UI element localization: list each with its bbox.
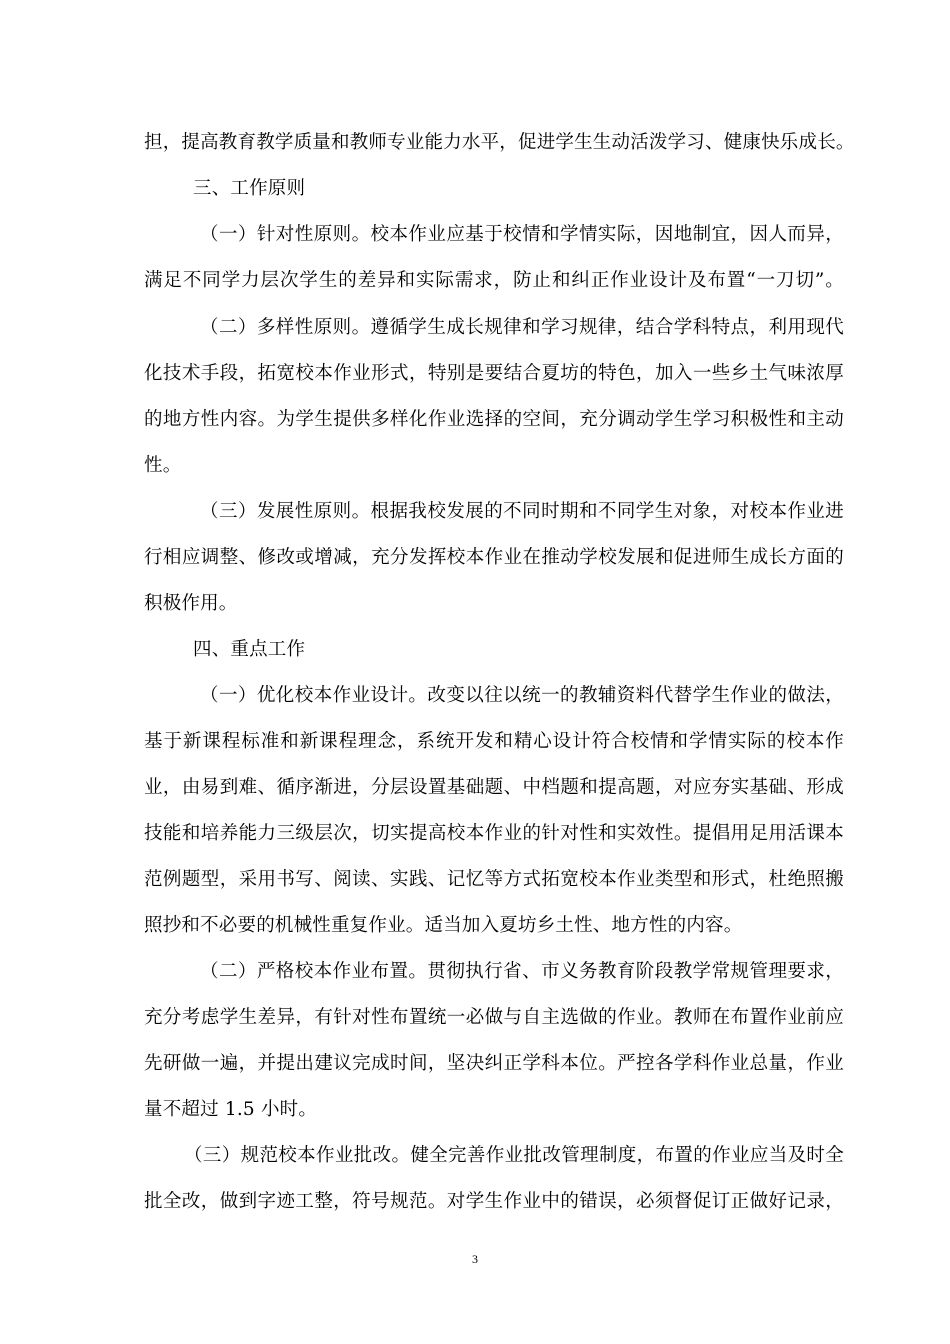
paragraph-line: 化技术手段，拓宽校本作业形式，特别是要结合夏坊的特色，加入一些乡土气味浓厚 — [144, 363, 844, 384]
paragraph-line: （三）发展性原则。根据我校发展的不同时期和不同学生对象，对校本作业进 — [200, 501, 844, 522]
paragraph-line: 充分考虑学生差异，有针对性布置统一必做与自主选做的作业。教师在布置作业前应 — [144, 1007, 844, 1028]
paragraph-line: （二）严格校本作业布置。贯彻执行省、市义务教育阶段教学常规管理要求， — [200, 961, 844, 982]
paragraph-line: 先研做一遍，并提出建议完成时间，坚决纠正学科本位。严控各学科作业总量，作业 — [144, 1053, 844, 1074]
paragraph-line: （二）多样性原则。遵循学生成长规律和学习规律，结合学科特点，利用现代 — [200, 317, 844, 338]
paragraph-line: 批全改，做到字迹工整，符号规范。对学生作业中的错误，必须督促订正做好记录， — [144, 1191, 844, 1212]
paragraph-line: 行相应调整、修改或增减，充分发挥校本作业在推动学校发展和促进师生成长方面的 — [144, 547, 844, 568]
section-heading: 三、工作原则 — [193, 178, 306, 199]
paragraph-line: 量不超过 1.5 小时。 — [144, 1099, 318, 1120]
paragraph-line: 满足不同学力层次学生的差异和实际需求，防止和纠正作业设计及布置“一刀切”。 — [144, 270, 844, 291]
paragraph-line: 技能和培养能力三级层次，切实提高校本作业的针对性和实效性。提倡用足用活课本 — [144, 823, 844, 844]
paragraph-line: （一）针对性原则。校本作业应基于校情和学情实际，因地制宜，因人而异， — [200, 224, 844, 245]
paragraph-line: （一）优化校本作业设计。改变以往以统一的教辅资料代替学生作业的做法， — [200, 685, 844, 706]
paragraph-line: 担，提高教育教学质量和教师专业能力水平，促进学生生动活泼学习、健康快乐成长。 — [144, 132, 855, 153]
paragraph-line: 的地方性内容。为学生提供多样化作业选择的空间，充分调动学生学习积极性和主动 — [144, 409, 844, 430]
paragraph-line: 照抄和不必要的机械性重复作业。适当加入夏坊乡土性、地方性的内容。 — [144, 915, 743, 936]
paragraph-line: （三）规范校本作业批改。健全完善作业批改管理制度，布置的作业应当及时全 — [184, 1145, 844, 1166]
paragraph-line: 业，由易到难、循序渐进，分层设置基础题、中档题和提高题，对应夯实基础、形成 — [144, 777, 844, 798]
section-heading: 四、重点工作 — [193, 639, 306, 660]
paragraph-line: 性。 — [144, 455, 182, 476]
paragraph-line: 基于新课程标准和新课程理念，系统开发和精心设计符合校情和学情实际的校本作 — [144, 731, 844, 752]
paragraph-line: 积极作用。 — [144, 593, 238, 614]
page-number: 3 — [472, 1252, 478, 1266]
paragraph-line: 范例题型，采用书写、阅读、实践、记忆等方式拓宽校本作业类型和形式，杜绝照搬 — [144, 869, 844, 890]
